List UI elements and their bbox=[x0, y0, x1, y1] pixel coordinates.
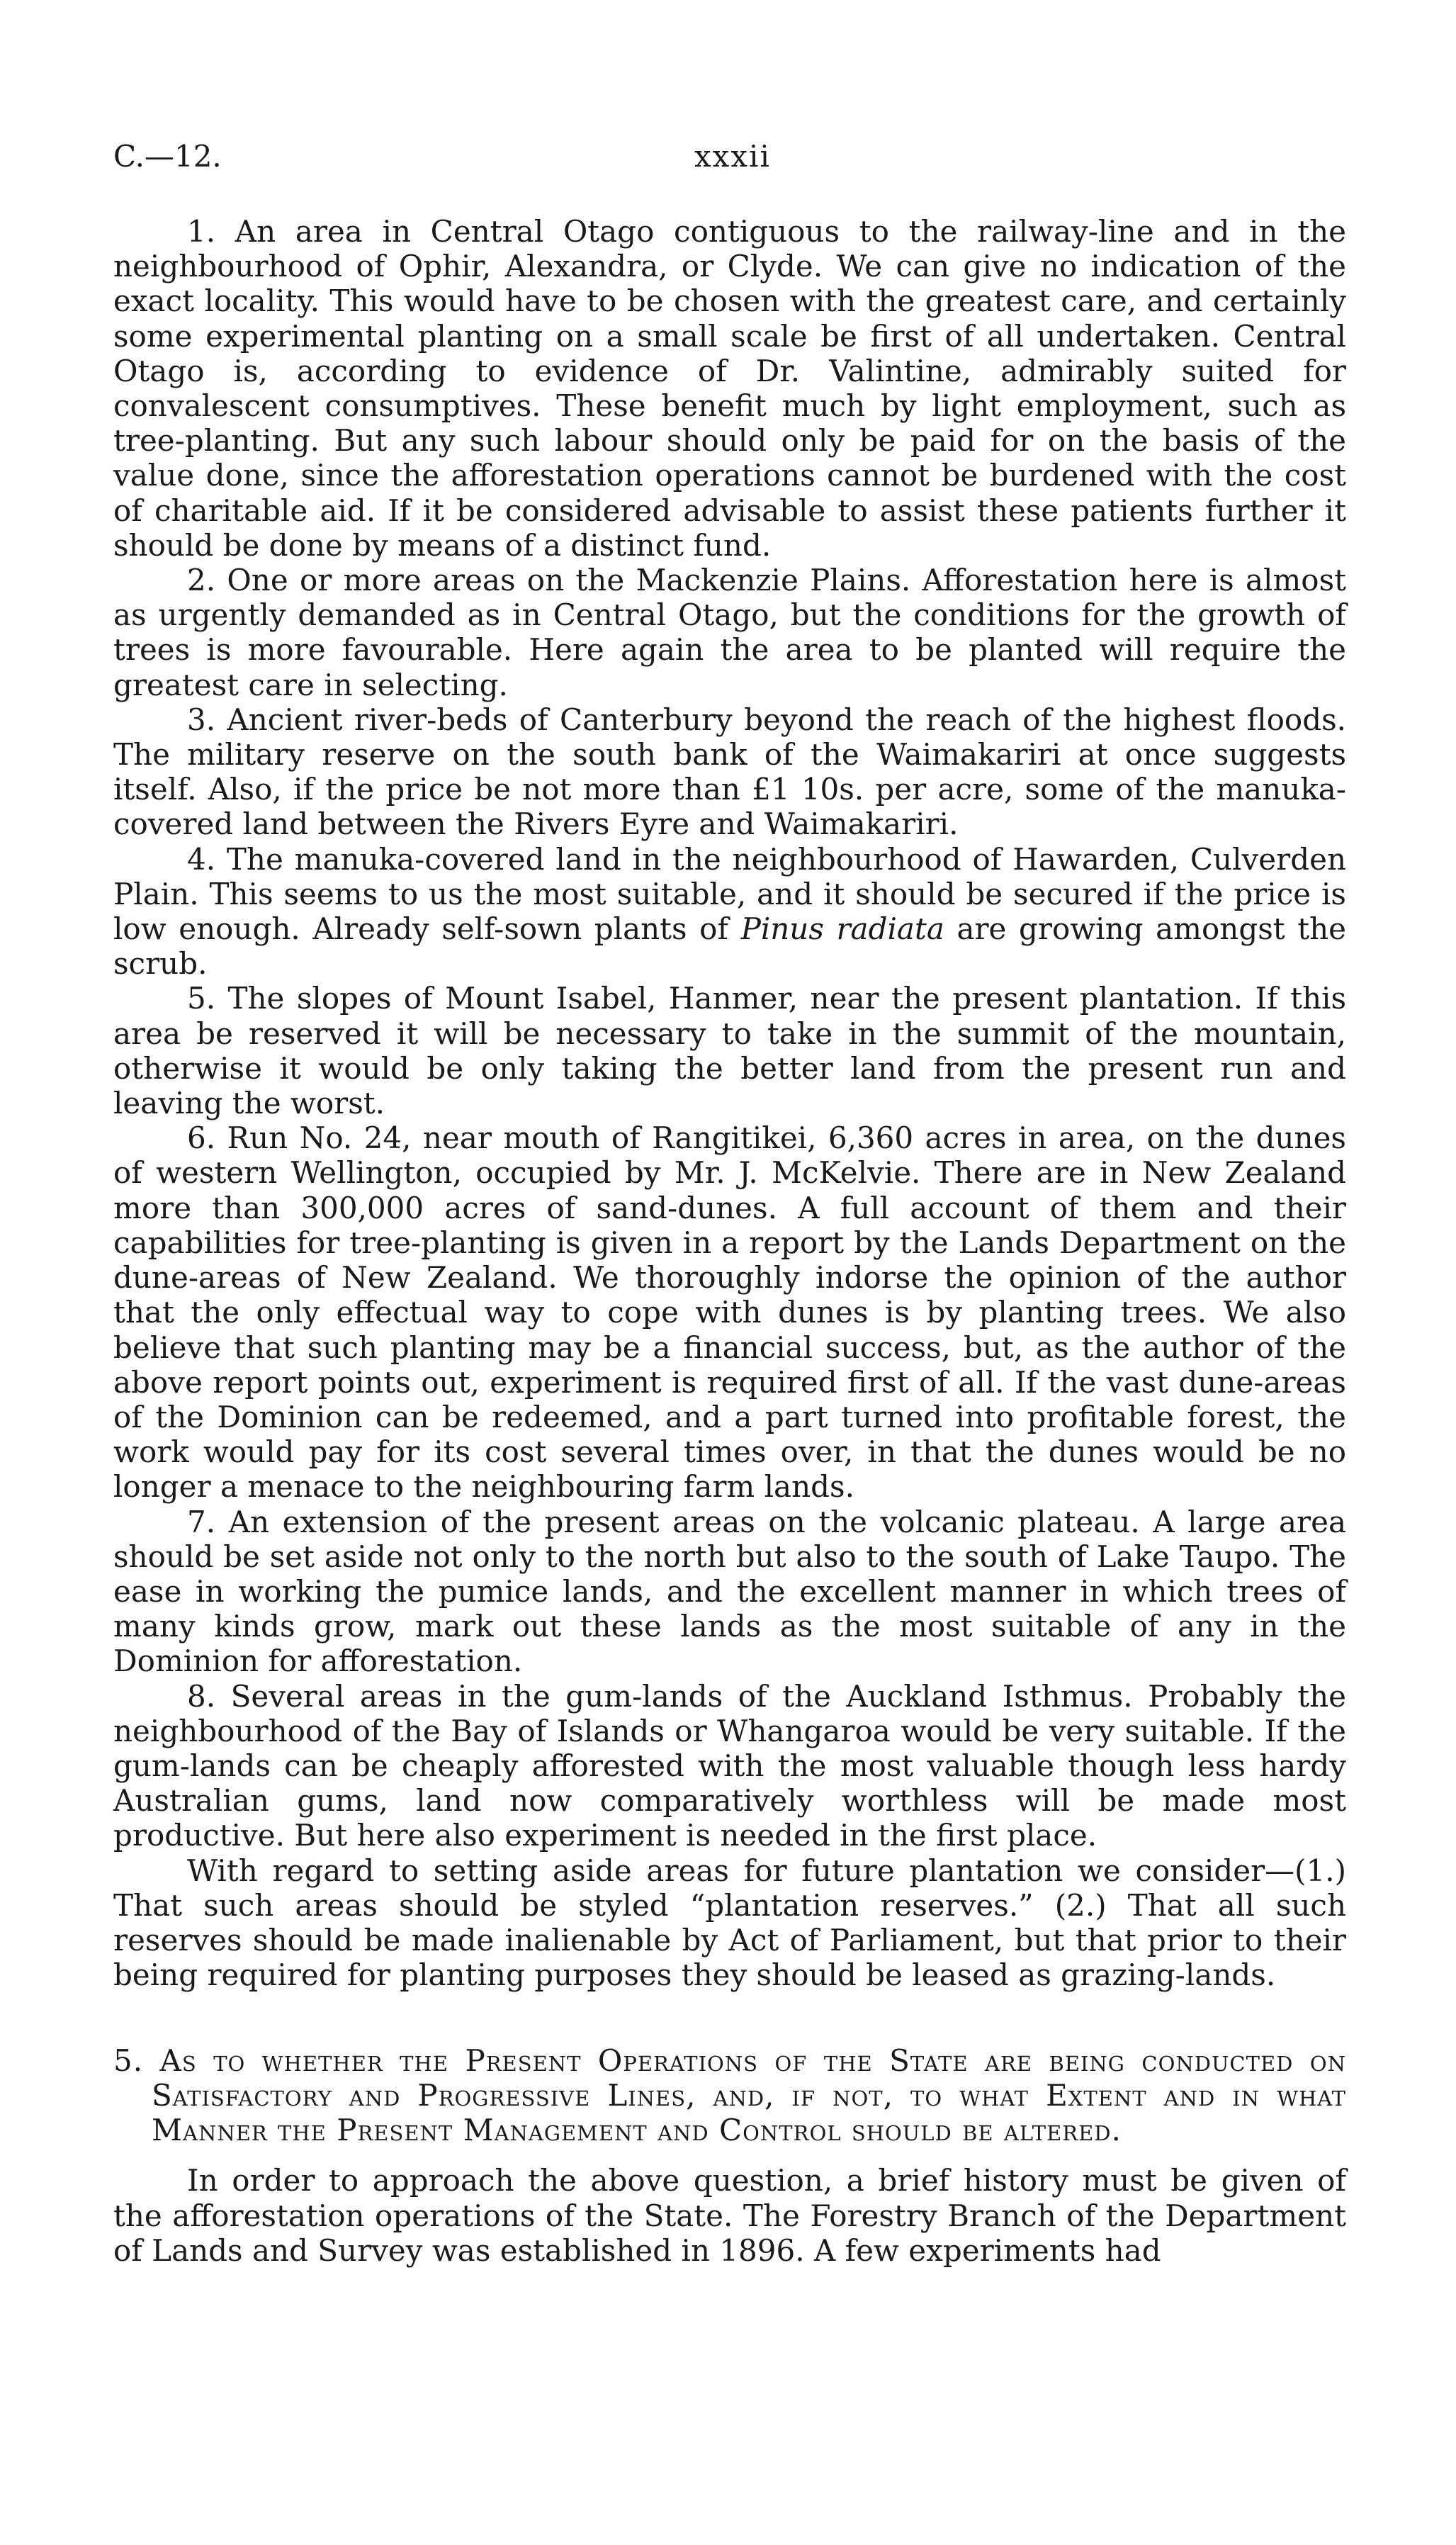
paragraph-item-1: 1. An area in Central Otago contiguous to the railway-line and in the neighbourhood of Ophir, Alexandra, or Clyde. We can give no indication of the exact locality. This would have to be chosen with the greatest care, and certainly some experimental planting on a small scale be first of all undertaken. Central Otago is, according to evidence of Dr. Valintine, admirably suited for convalescent consumptives. These benefit much by light employment, such as tree-planting. But any such labour should only be paid for on the basis of the value done, since the afforestation operations cannot be burdened with the cost of charitable aid. If it be considered advisable to assist these patients further it should be done by means of a distinct fund. bbox=[113, 214, 1346, 563]
paragraph-item-8: 8. Several areas in the gum-lands of the Auckland Isthmus. Probably the neighbourhood of the Bay of Islands or Whangaroa would be very suitable. If the gum-lands can be cheaply afforested with the most valuable though less hardy Australian gums, land now comparatively worthless will be made most productive. But here also experiment is needed in the first place. bbox=[113, 1678, 1346, 1853]
paragraph-item-5: 5. The slopes of Mount Isabel, Hanmer, near the present plantation. If this area be reserved it will be necessary to take in the summit of the mountain, otherwise it would be only taking the better land from the present run and leaving the worst. bbox=[113, 981, 1346, 1121]
document-reference: C.—12. bbox=[113, 139, 222, 174]
page-header bbox=[113, 139, 1346, 181]
page-number: xxxii bbox=[694, 139, 771, 174]
paragraph-item-7: 7. An extension of the present areas on the volcanic plateau. A large area should be set aside not only to the north but also to the south of Lake Taupo. The ease in working the pumice lands, and the excellent manner in which trees of many kinds grow, mark out these lands as the most suitable of any in the Dominion for afforestation. bbox=[113, 1504, 1346, 1679]
paragraph-item-4 bbox=[113, 842, 1346, 982]
species-name: Pinus radiata bbox=[740, 911, 944, 947]
paragraph-item-3: 3. Ancient river-beds of Canterbury beyond the reach of the highest floods. The military reserve on the south bank of the Waimakariri at once suggests itself. Also, if the price be not more than £1 10s. per acre, some of the manuka-covered land between the Rivers Eyre and Waimakariri. bbox=[113, 702, 1346, 842]
document-body bbox=[113, 214, 1346, 2268]
paragraph-item-4-tail: are growing amongst the scrub. bbox=[113, 911, 1346, 982]
closing-paragraph: In order to approach the above question, a brief history must be given of the afforestation operations of the State. The Forestry Branch of the Department of Lands and Survey was established in 1896. A few experiments had bbox=[113, 2163, 1346, 2268]
paragraph-item-6: 6. Run No. 24, near mouth of Rangitikei, 6,360 acres in area, on the dunes of western Wellington, occupied by Mr. J. McKelvie. There are in New Zealand more than 300,000 acres of sand-dunes. A full account of them and their capabilities for tree-planting is given in a report by the Lands Department on the dune-areas of New Zealand. We thoroughly indorse the opinion of the author that the only effectual way to cope with dunes is by planting trees. We also believe that such planting may be a financial success, but, as the author of the above report points out, experiment is required first of all. If the vast dune-areas of the Dominion can be redeemed, and a part turned into profitable forest, the work would pay for its cost several times over, in that the dunes would be no longer a menace to the neighbouring farm lands. bbox=[113, 1120, 1346, 1505]
paragraph-item-2: 2. One or more areas on the Mackenzie Plains. Afforestation here is almost as urgently demanded as in Central Otago, but the conditions for the growth of trees is more favourable. Here again the area to be planted will require the greatest care in selecting. bbox=[113, 563, 1346, 702]
paragraph-item-4-text: 4. The manuka-covered land in the neighbourhood of Hawarden, Culverden Plain. This seems to us the most suitable, and it should be secured if the price is low enough. Already self-sown plants of bbox=[113, 841, 1346, 947]
section-heading: 5. As to whether the Present Operations of the State are being conducted on Satisfactory and Progressive Lines, and, if not, to what Extent and in what Manner the Present Management and Control should be altered. bbox=[113, 2043, 1346, 2148]
plantation-reserve-paragraph: With regard to setting aside areas for future plantation we consider—(1.) That such areas should be styled “plantation reserves.” (2.) That all such reserves should be made inalienable by Act of Parliament, but that prior to their being required for planting purposes they should be leased as grazing-lands. bbox=[113, 1853, 1346, 1993]
